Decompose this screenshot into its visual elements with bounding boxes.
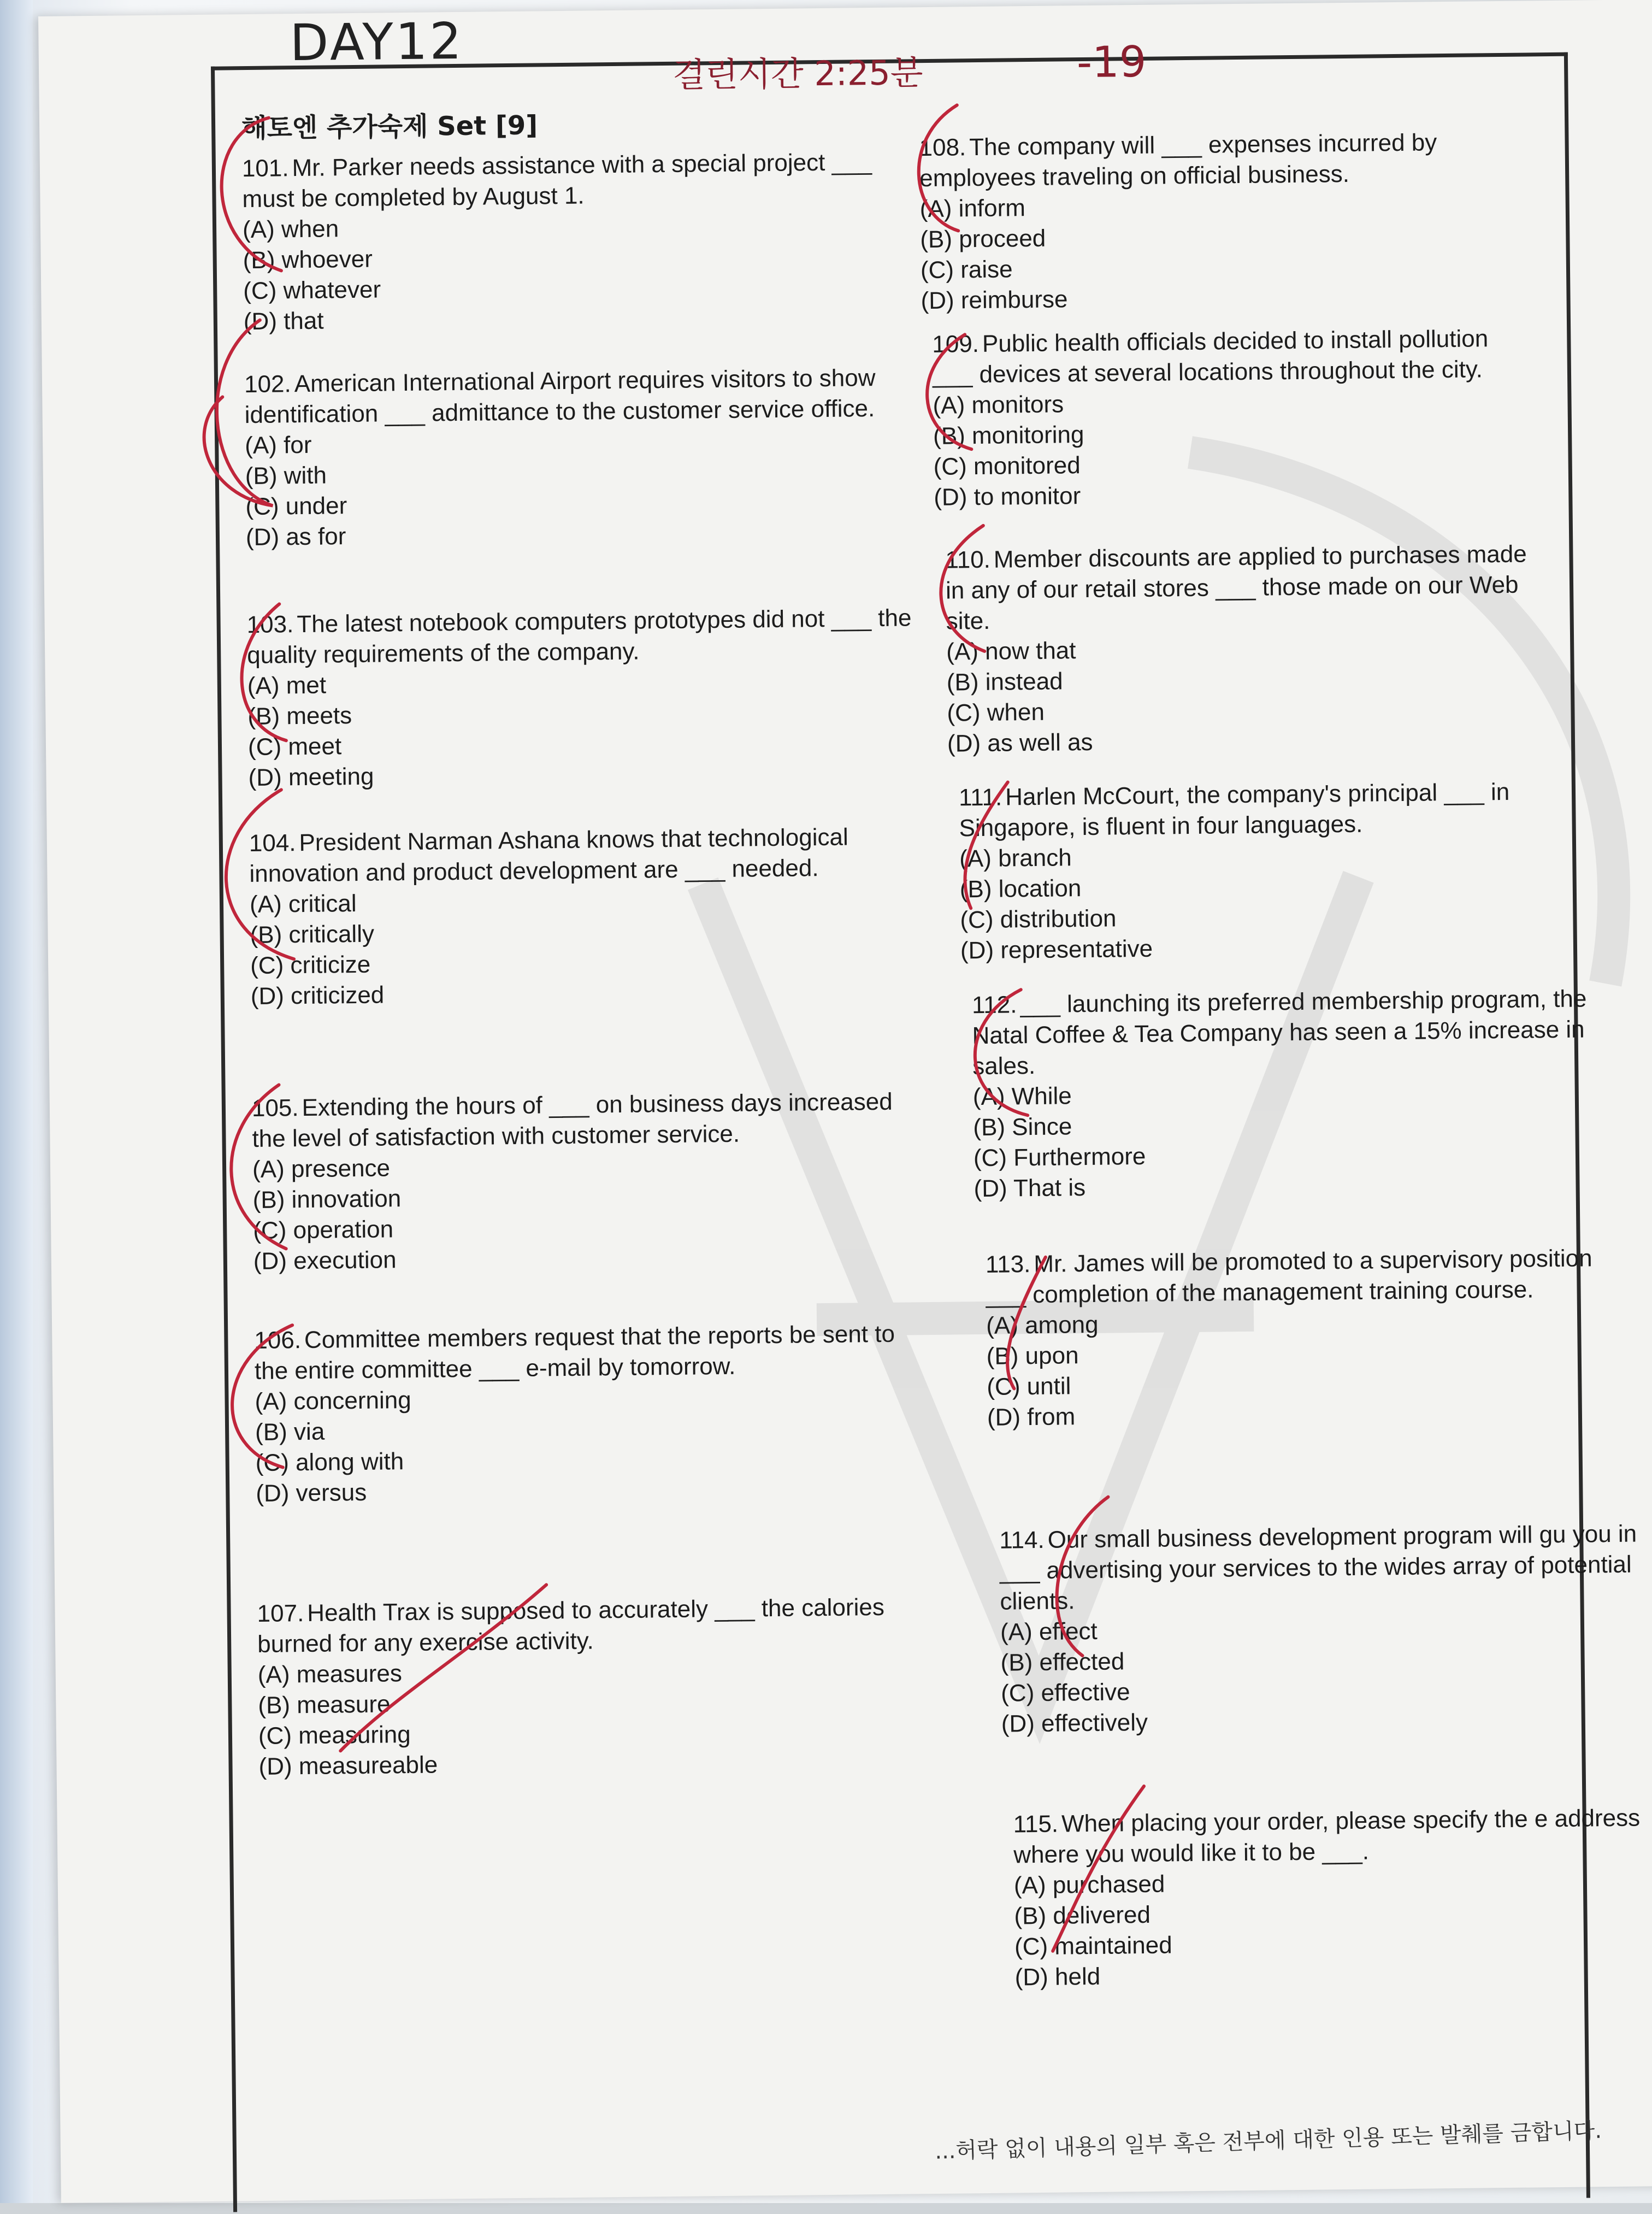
question-105-stem: 105. Extending the hours of ___ on business days increased the level of satisfaction with customer service. (251, 1088, 893, 1153)
option[interactable]: (B) Since (973, 1113, 1072, 1141)
question-112-stem: 112. ___ launching its preferred membership program, the Natal Coffee & Tea Company has seen a 15% increase in sales. (971, 985, 1587, 1080)
question-115 (1013, 1803, 1643, 1993)
question-104-stem: 104. President Narman Ashana knows that technological innovation and product development are ___ needed. (249, 823, 848, 888)
option[interactable]: (A) when (242, 215, 339, 244)
option[interactable]: (D) reimburse (921, 286, 1068, 315)
option[interactable]: (D) from (987, 1403, 1076, 1431)
question-114 (999, 1518, 1646, 1739)
handwritten-day: DAY12 (289, 11, 464, 73)
option[interactable]: (B) instead (946, 668, 1063, 696)
option[interactable]: (B) proceed (920, 225, 1046, 254)
option[interactable]: (A) critical (249, 890, 357, 918)
option[interactable]: (A) monitors (933, 391, 1064, 419)
option[interactable]: (D) as well as (947, 728, 1093, 757)
option[interactable]: (A) branch (959, 844, 1072, 873)
set-title: 해토엔 추가숙제 Set [9] (241, 110, 538, 144)
option[interactable]: (B) with (245, 462, 327, 490)
option[interactable]: (B) critically (250, 920, 375, 949)
option[interactable]: (C) measuring (258, 1721, 411, 1750)
question-106 (254, 1318, 922, 1509)
option[interactable]: (B) whoever (243, 245, 373, 274)
option[interactable]: (B) effected (1000, 1648, 1125, 1676)
question-110 (945, 539, 1548, 759)
option[interactable]: (B) innovation (252, 1185, 402, 1214)
option[interactable]: (C) along with (255, 1448, 404, 1476)
question-112 (972, 984, 1602, 1204)
option[interactable]: (C) Furthermore (973, 1143, 1146, 1172)
option[interactable]: (D) meeting (248, 763, 374, 792)
option[interactable]: (D) to monitor (934, 482, 1081, 511)
option[interactable]: (A) measures (257, 1660, 403, 1688)
question-107 (257, 1592, 925, 1782)
binder-edge (0, 0, 33, 2203)
option[interactable]: (A) met (247, 672, 327, 700)
option[interactable]: (B) upon (986, 1342, 1079, 1370)
option[interactable]: (B) via (255, 1418, 325, 1446)
option[interactable]: (D) effectively (1001, 1709, 1148, 1738)
question-103 (246, 603, 914, 793)
option[interactable]: (D) held (1014, 1963, 1101, 1991)
option[interactable]: (D) measureable (258, 1751, 438, 1780)
option[interactable]: (C) until (987, 1373, 1071, 1400)
option[interactable]: (A) inform (919, 195, 1026, 223)
question-113-stem: 113. Mr. James will be promoted to a supervisory position ___ completion of the management training course. (985, 1245, 1592, 1309)
option[interactable]: (D) that (243, 307, 324, 335)
option[interactable]: (B) location (959, 875, 1082, 903)
option[interactable]: (A) While (972, 1082, 1072, 1111)
question-110-stem: 110. Member discounts are applied to purchases made in any of our retail stores ___ those made on our Web site. (945, 540, 1527, 635)
option[interactable]: (A) among (986, 1311, 1099, 1339)
option[interactable]: (C) monitored (933, 452, 1081, 480)
option[interactable]: (A) presence (252, 1155, 391, 1183)
option[interactable]: (C) effective (1000, 1679, 1130, 1707)
question-105 (252, 1086, 920, 1277)
question-108-stem: 108. The company will ___ expenses incurred by employees traveling on official business. (919, 129, 1437, 192)
question-107-stem: 107. Health Trax is supposed to accurately ___ the calories burned for any exercise activity. (257, 1593, 885, 1658)
option[interactable]: (C) maintained (1014, 1932, 1172, 1960)
option[interactable]: (C) operation (253, 1216, 394, 1245)
question-109-stem: 109. Public health officials decided to install pollution ___ devices at several locations throughout the city. (932, 325, 1489, 388)
question-101-stem: 101. Mr. Parker needs assistance with a special project ___ must be completed by August 1. (241, 149, 872, 213)
option[interactable]: (C) meet (247, 733, 342, 761)
handwritten-time: 걸린시간 2:25분 (672, 52, 923, 95)
option[interactable]: (D) criticized (250, 981, 385, 1010)
option[interactable]: (D) as for (245, 523, 346, 551)
question-102-stem: 102. American International Airport requires visitors to show identification ___ admittance to the customer service office. (244, 364, 876, 429)
question-115-stem: 115. When placing your order, please specify the e address where you would like it to be ___. (1013, 1804, 1641, 1869)
question-113 (986, 1243, 1599, 1433)
option[interactable]: (A) effect (1000, 1617, 1098, 1646)
question-104 (249, 821, 917, 1012)
question-111 (959, 776, 1561, 967)
option[interactable]: (A) for (244, 431, 312, 460)
option[interactable]: (C) criticize (250, 951, 371, 980)
option[interactable]: (B) monitoring (933, 421, 1084, 450)
copyright-footer: ...허락 없이 내용의 일부 혹은 전부에 대한 인용 또는 발췌를 금합니다. (934, 2118, 1602, 2164)
option[interactable]: (A) purchased (1013, 1870, 1165, 1899)
option[interactable]: (C) when (947, 698, 1045, 727)
question-103-stem: 103. The latest notebook computers prototypes did not ___ the quality requirements of the company. (246, 604, 912, 669)
option[interactable]: (C) raise (920, 256, 1013, 284)
question-114-stem: 114. Our small business development program will gu you in ___ advertising your services to the wides array of potential clients. (999, 1520, 1637, 1615)
option[interactable]: (D) versus (256, 1479, 367, 1507)
option[interactable]: (C) under (245, 492, 347, 521)
question-101 (242, 146, 910, 337)
handwritten-score: -19 (1076, 37, 1147, 88)
option[interactable]: (D) execution (253, 1246, 397, 1275)
option[interactable]: (B) delivered (1014, 1901, 1151, 1930)
question-108 (919, 127, 1521, 317)
option[interactable]: (B) meets (247, 702, 352, 731)
option[interactable]: (C) distribution (960, 905, 1117, 934)
option[interactable]: (C) whatever (243, 276, 381, 305)
option[interactable]: (A) concerning (255, 1386, 411, 1415)
option[interactable]: (B) measure (258, 1691, 391, 1719)
question-109 (932, 323, 1535, 513)
question-102 (244, 362, 912, 553)
worksheet-page (38, 0, 1652, 2203)
option[interactable]: (A) now that (946, 637, 1076, 666)
question-106-stem: 106. Committee members request that the reports be sent to the entire committee ___ e-mail by tomorrow. (254, 1320, 895, 1385)
question-111-stem: 111. Harlen McCourt, the company's principal ___ in Singapore, is fluent in four languages. (958, 778, 1510, 842)
option[interactable]: (D) representative (960, 935, 1153, 964)
option[interactable]: (D) That is (974, 1174, 1086, 1203)
